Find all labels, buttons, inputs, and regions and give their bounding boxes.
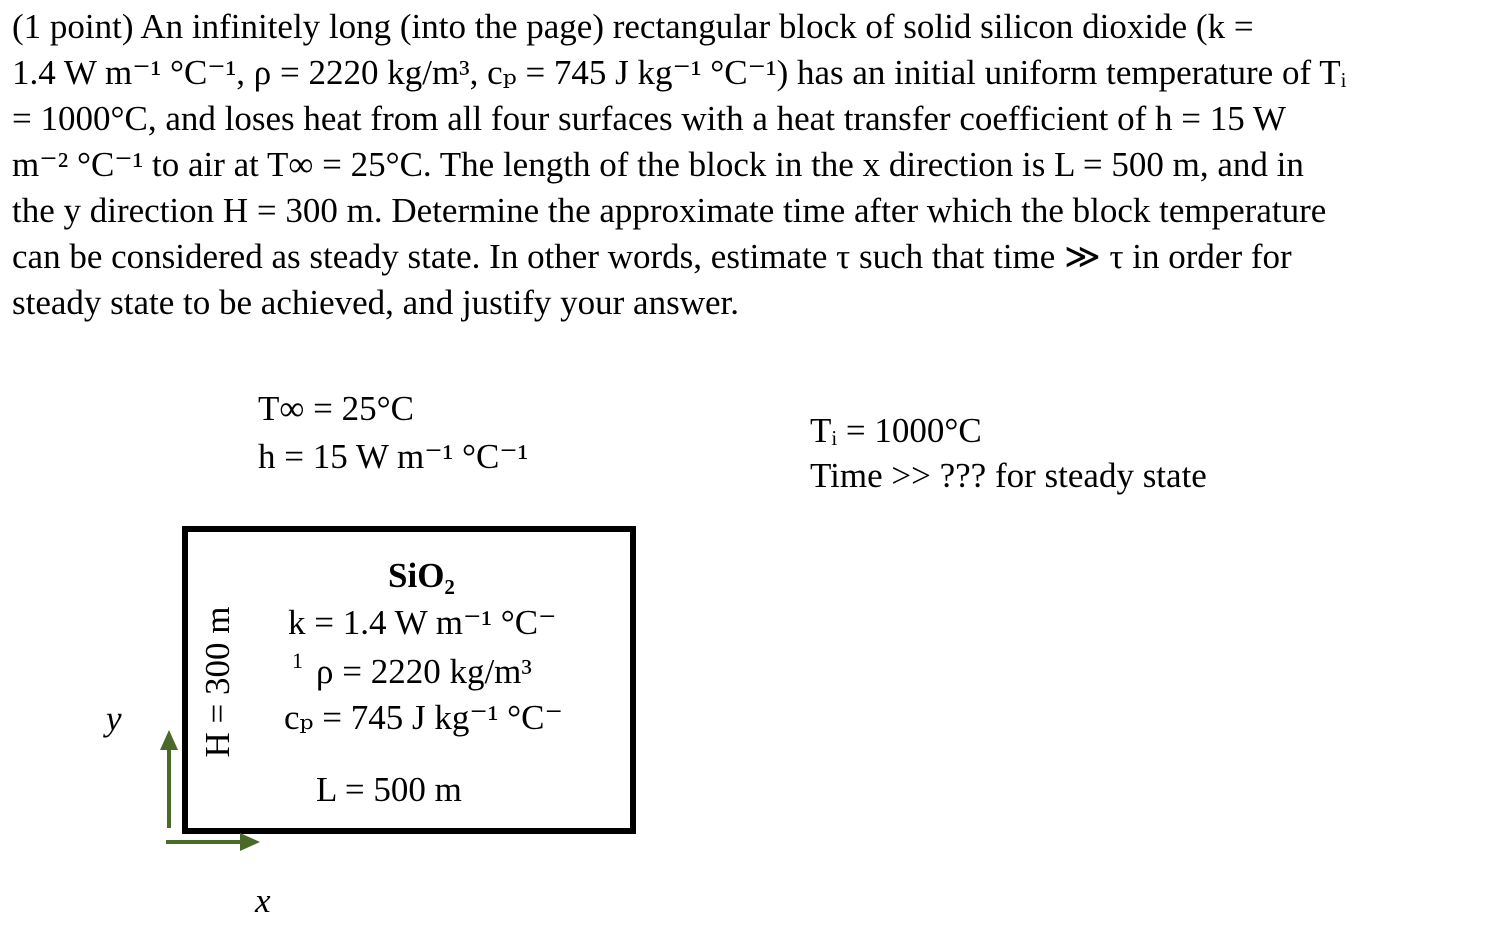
- y-axis-arrow: [160, 730, 178, 828]
- length-label: L = 500 m: [316, 770, 462, 809]
- height-label: H = 300 m: [198, 606, 237, 758]
- conductivity-exponent-wrap: 1: [292, 648, 303, 673]
- convection-coefficient-label: h = 15 W m⁻¹ °C⁻¹: [258, 437, 529, 476]
- ambient-temperature-label: T∞ = 25°C: [258, 389, 414, 428]
- conductivity-label: k = 1.4 W m⁻¹ °C⁻: [288, 603, 557, 642]
- initial-temperature-label: Tᵢ = 1000°C: [810, 411, 982, 450]
- problem-statement: [12, 4, 1492, 326]
- problem-line-1: (1 point) An infinitely long (into the page) rectangular block of solid silicon dioxide (k =: [12, 7, 1254, 46]
- problem-line-5: the y direction H = 300 m. Determine the approximate time after which the block temperature: [12, 191, 1327, 230]
- problem-line-4: m⁻² °C⁻¹ to air at T∞ = 25°C. The length of the block in the x direction is L = 500 m, and in: [12, 145, 1304, 184]
- density-label: ρ = 2220 kg/m³: [316, 652, 532, 691]
- problem-line-7: steady state to be achieved, and justify your answer.: [12, 283, 740, 322]
- x-axis-arrow: [166, 833, 260, 851]
- problem-line-2: 1.4 W m⁻¹ °C⁻¹, ρ = 2220 kg/m³, cₚ = 745 J kg⁻¹ °C⁻¹) has an initial uniform temperature of Tᵢ: [12, 53, 1347, 92]
- y-axis-label: y: [106, 699, 122, 738]
- x-axis-label: x: [255, 881, 271, 920]
- problem-line-3: = 1000°C, and loses heat from all four surfaces with a heat transfer coefficient of h = 15 W: [12, 99, 1286, 138]
- specific-heat-label: cₚ = 745 J kg⁻¹ °C⁻: [284, 698, 563, 737]
- problem-line-6: can be considered as steady state. In other words, estimate τ such that time ≫ τ in order for: [12, 237, 1292, 276]
- time-note-label: Time >> ??? for steady state: [810, 456, 1207, 495]
- material-label: SiO₂: [388, 556, 455, 595]
